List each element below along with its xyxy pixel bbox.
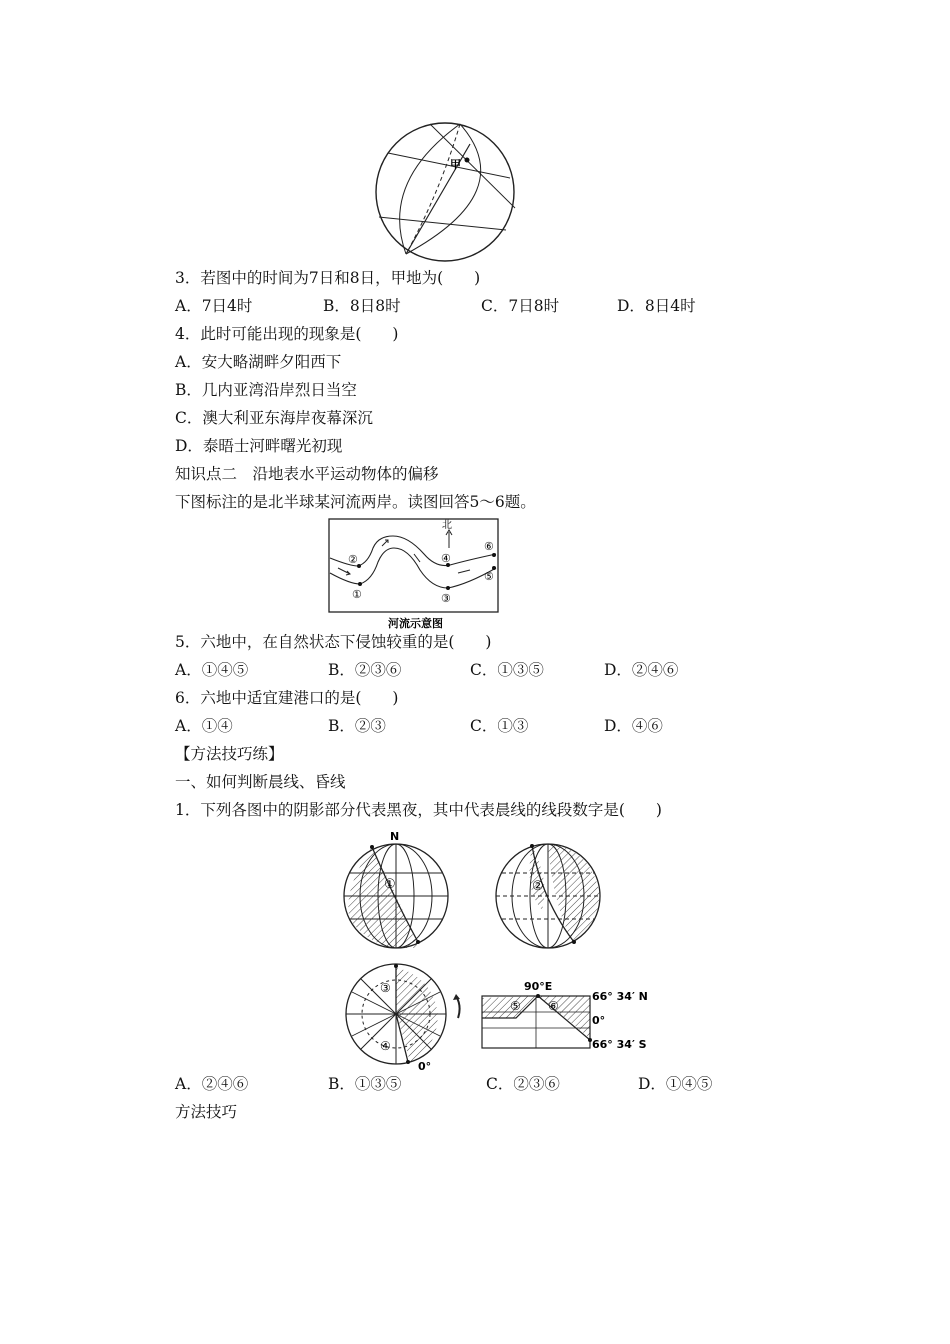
q1-stem: 1．下列各图中的阴影部分代表黑夜，其中代表晨线的线段数字是( ) xyxy=(175,801,662,819)
globe2-label-2: ② xyxy=(532,879,544,894)
q1-option-c: C．②③⑥ xyxy=(486,1075,560,1093)
rect-lat-s: 66° 34′ S xyxy=(592,1038,647,1051)
q6-option-a: A．①④ xyxy=(175,717,233,735)
river-point-2: ② xyxy=(348,553,358,566)
river-point-5: ⑤ xyxy=(484,570,494,583)
river-point-4: ④ xyxy=(441,552,451,565)
q3-option-d: D．8日4时 xyxy=(617,297,696,315)
river-figure xyxy=(328,518,500,630)
q5-option-d: D．②④⑥ xyxy=(604,661,679,679)
globe1-n-label: N xyxy=(390,830,400,843)
river-point-1: ① xyxy=(352,588,362,601)
q6-option-c: C．①③ xyxy=(470,717,529,735)
globe-figure-jia xyxy=(370,122,520,262)
polar-globe-figure xyxy=(340,962,470,1074)
river-point-3: ③ xyxy=(441,592,451,605)
q4-option-d: D．泰晤士河畔曙光初现 xyxy=(175,437,343,455)
polar-zero-label: 0° xyxy=(418,1060,432,1073)
globe1-label-1: ① xyxy=(384,877,396,892)
globe-figure-1 xyxy=(340,830,452,952)
q6-stem: 6．六地中适宜建港口的是( ) xyxy=(175,689,399,707)
footer-text: 方法技巧 xyxy=(175,1103,238,1121)
globe-figure-2 xyxy=(492,830,604,952)
q3-option-b: B．8日8时 xyxy=(323,297,401,315)
river-caption: 河流示意图 xyxy=(388,617,443,630)
q1-option-d: D．①④⑤ xyxy=(638,1075,713,1093)
rect-label-6: ⑥ xyxy=(548,999,559,1013)
method-title: 【方法技巧练】 xyxy=(175,745,284,763)
rect-lat-n: 66° 34′ N xyxy=(592,990,648,1003)
q4-option-c: C．澳大利亚东海岸夜幕深沉 xyxy=(175,409,373,427)
rect-lat-0: 0° xyxy=(592,1014,606,1027)
north-label: 北 xyxy=(442,520,452,531)
q4-stem: 4．此时可能出现的现象是( ) xyxy=(175,325,399,343)
polar-label-4: ④ xyxy=(380,1039,391,1053)
q5-option-b: B．②③⑥ xyxy=(328,661,402,679)
q4-option-a: A．安大略湖畔夕阳西下 xyxy=(175,353,342,371)
q5-option-a: A．①④⑤ xyxy=(175,661,249,679)
q4-option-b: B．几内亚湾沿岸烈日当空 xyxy=(175,381,357,399)
q3-option-c: C．7日8时 xyxy=(481,297,560,315)
q5-option-c: C．①③⑤ xyxy=(470,661,544,679)
q3-stem: 3．若图中的时间为7日和8日，甲地为( ) xyxy=(175,269,481,287)
rect-top-label: 90°E xyxy=(524,980,553,993)
section2-title: 知识点二 沿地表水平运动物体的偏移 xyxy=(175,465,439,483)
q3-option-a: A．7日4时 xyxy=(175,297,253,315)
q6-option-d: D．④⑥ xyxy=(604,717,663,735)
rect-map-figure xyxy=(480,980,670,1052)
river-point-6: ⑥ xyxy=(484,540,494,553)
method-subtitle: 一、如何判断晨线、昏线 xyxy=(175,773,346,791)
polar-label-3: ③ xyxy=(380,981,391,995)
q1-option-a: A．②④⑥ xyxy=(175,1075,249,1093)
q5-stem: 5．六地中，在自然状态下侵蚀较重的是( ) xyxy=(175,633,492,651)
label-jia: 甲 xyxy=(450,158,461,171)
q1-option-b: B．①③⑤ xyxy=(328,1075,402,1093)
rect-label-5: ⑤ xyxy=(510,999,521,1013)
q6-option-b: B．②③ xyxy=(328,717,386,735)
section2-intro: 下图标注的是北半球某河流两岸。读图回答5～6题。 xyxy=(175,493,536,511)
